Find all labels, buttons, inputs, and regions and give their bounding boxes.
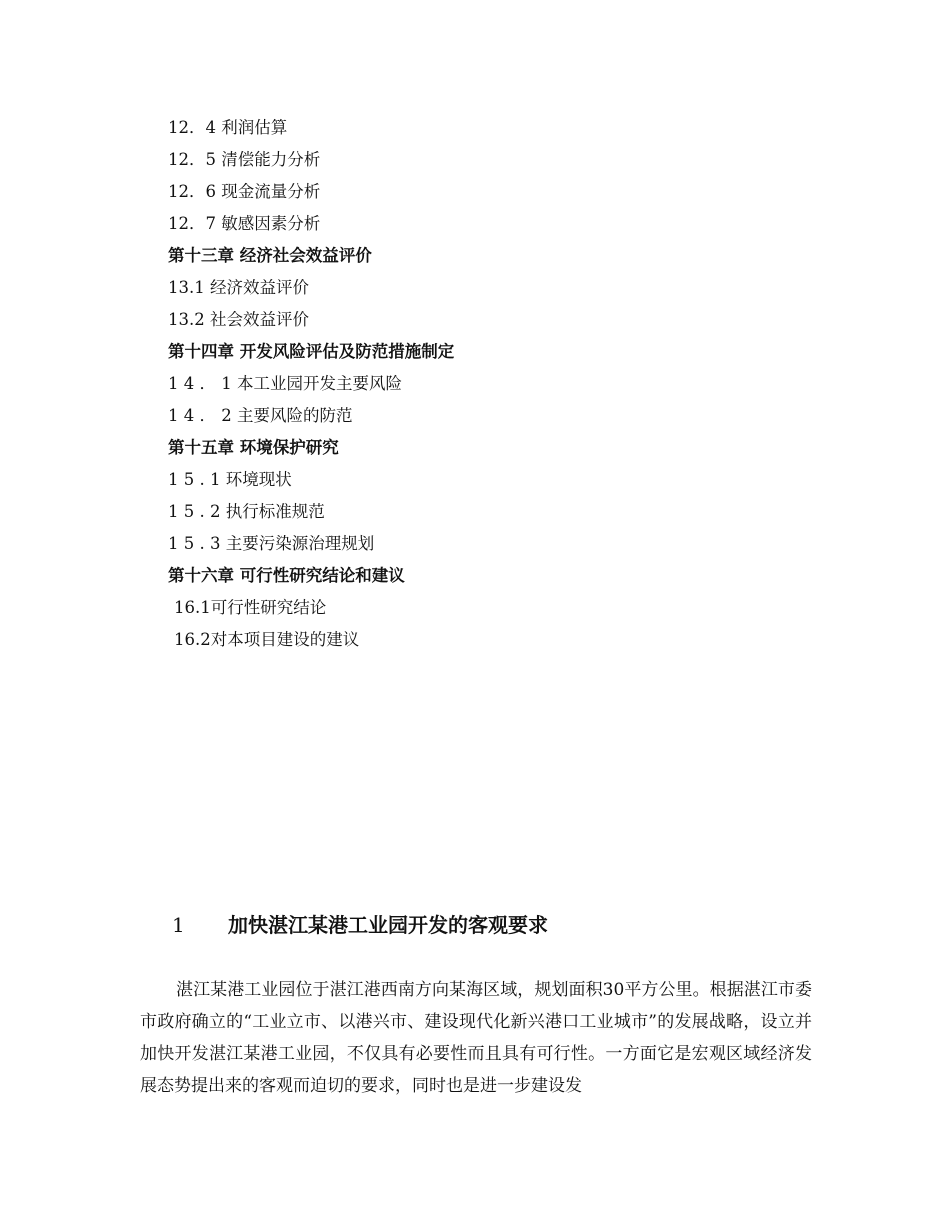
toc-item: 1 4 ． 1 本工业园开发主要风险 [168, 374, 402, 393]
toc-item: 16.2对本项目建设的建议 [174, 630, 360, 649]
toc-item: 12．7 敏感因素分析 [168, 214, 321, 233]
toc-item: 12．6 现金流量分析 [168, 182, 321, 201]
toc-chapter-heading: 第十五章 环境保护研究 [168, 438, 339, 457]
section-title: 加快湛江某港工业园开发的客观要求 [228, 913, 548, 937]
toc-item: 12．5 清偿能力分析 [168, 150, 321, 169]
toc-item: 1 5 . 1 环境现状 [168, 470, 292, 489]
toc-chapter-heading: 第十六章 可行性研究结论和建议 [168, 566, 405, 585]
toc-chapter-heading: 第十四章 开发风险评估及防范措施制定 [168, 342, 455, 361]
toc-item: 1 5 . 3 主要污染源治理规划 [168, 534, 375, 553]
toc-item: 12．4 利润估算 [168, 118, 288, 137]
table-of-contents [168, 112, 808, 656]
toc-item: 1 5 . 2 执行标准规范 [168, 502, 325, 521]
toc-item: 16.1可行性研究结论 [174, 598, 327, 617]
body-paragraph: 湛江某港工业园位于湛江港西南方向某海区域，规划面积30平方公里。根据湛江市委市政府确立的“工业立市、以港兴市、建设现代化新兴港口工业城市”的发展战略，设立并加快开发湛江某港工业园，不仅具有必要性而且具有可行性。一方面它是宏观区域经济发展态势提出来的客观而迫切的要求，同时也是进一步建设发 [140, 980, 812, 1096]
toc-chapter-heading: 第十三章 经济社会效益评价 [168, 246, 372, 265]
section-heading [172, 908, 548, 942]
section-number: 1 [172, 913, 185, 937]
toc-item: 13.1 经济效益评价 [168, 278, 309, 297]
toc-item: 13.2 社会效益评价 [168, 310, 309, 329]
toc-item: 1 4 ． 2 主要风险的防范 [168, 406, 353, 425]
